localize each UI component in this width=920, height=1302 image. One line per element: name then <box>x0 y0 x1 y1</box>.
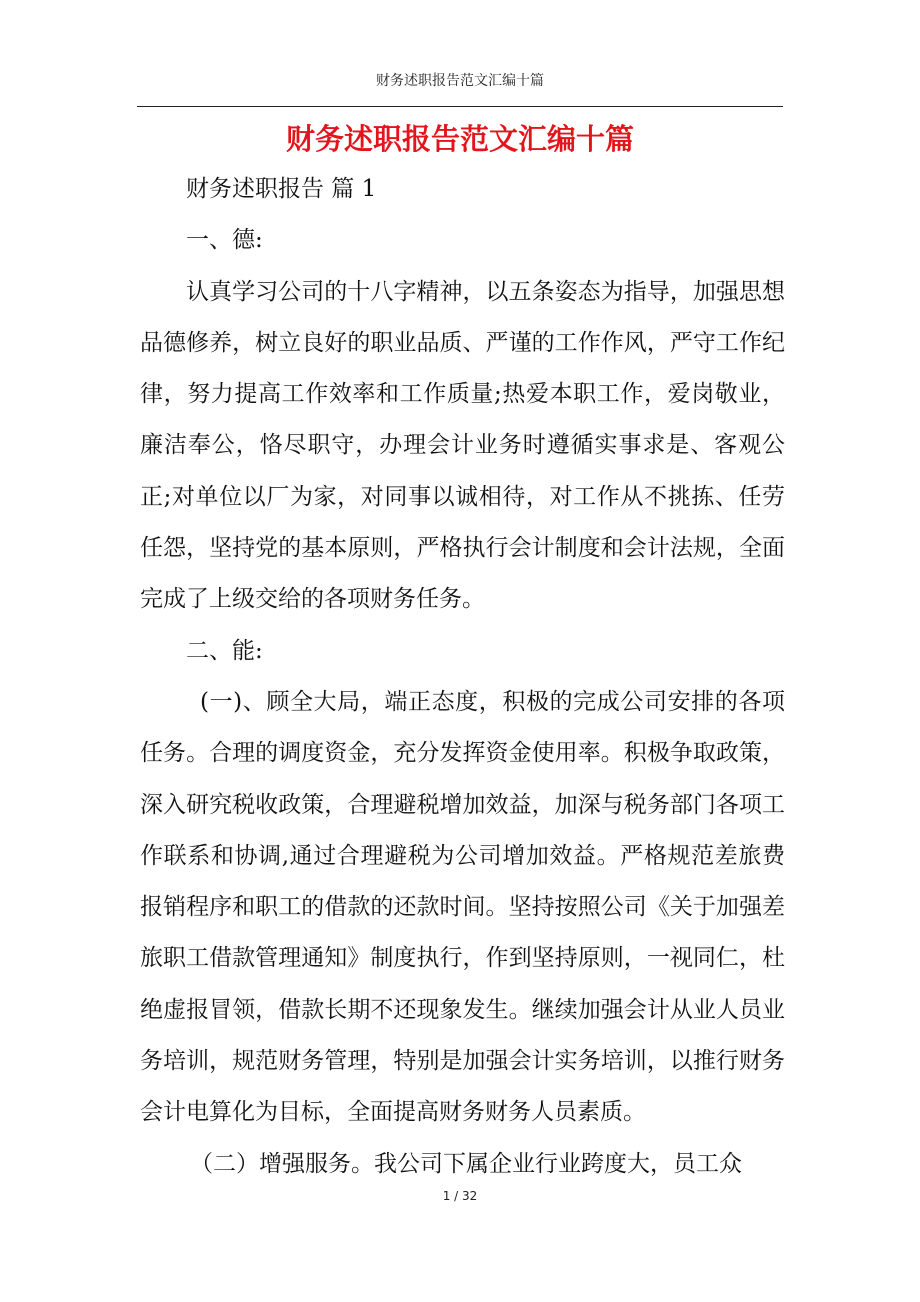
part1-heading: 一、德: <box>186 227 263 254</box>
document-title: 财务述职报告范文汇编十篇 <box>285 122 634 156</box>
part2-heading: 二、能: <box>186 637 263 664</box>
section-heading: 财务述职报告 篇 1 <box>186 176 377 202</box>
part1-paragraph: 认真学习公司的十八字精神，以五条姿态为指导，加强思想品德修养，树立良好的职业品质、严谨的工作作风，严守工作纪律，努力提高工作效率和工作质量;热爱本职工作，爱岗敬业，廉洁奉公，恪尽职守，办理会计业务时遵循实事求是、客观公正;对单位以厂为家，对同事以诚相待，对工作从不挑拣、任劳任怨，坚持党的基本原则，严格执行会计制度和会计法规，全面完成了上级交给的各项财务任务。 <box>140 278 785 613</box>
running-header: 财务述职报告范文汇编十篇 <box>376 73 544 89</box>
part2-item2-paragraph: （二）增强服务。我公司下属企业行业跨度大，员工众 <box>190 1150 742 1177</box>
part2-item1-paragraph: (一)、顾全大局，端正态度，积极的完成公司安排的各项任务。合理的调度资金，充分发挥资金使用率。积极争取政策，深入研究税收政策，合理避税增加效益，加深与税务部门各项工作联系和协调,通过合理避税为公司增加效益。严格规范差旅费报销程序和职工的借款的还款时间。坚持按照公司《关于加强差旅职工借款管理通知》制度执行，作到坚持原则，一视同仁，杜绝虚报冒领，借款长期不还现象发生。继续加强会计从业人员业务培训，规范财务管理，特别是加强会计实务培训，以推行财务会计电算化为目标，全面提高财务财务人员素质。 <box>140 688 785 1126</box>
document-body <box>140 164 785 1190</box>
header-divider <box>137 106 783 107</box>
page-number: 1 / 32 <box>442 1189 478 1203</box>
